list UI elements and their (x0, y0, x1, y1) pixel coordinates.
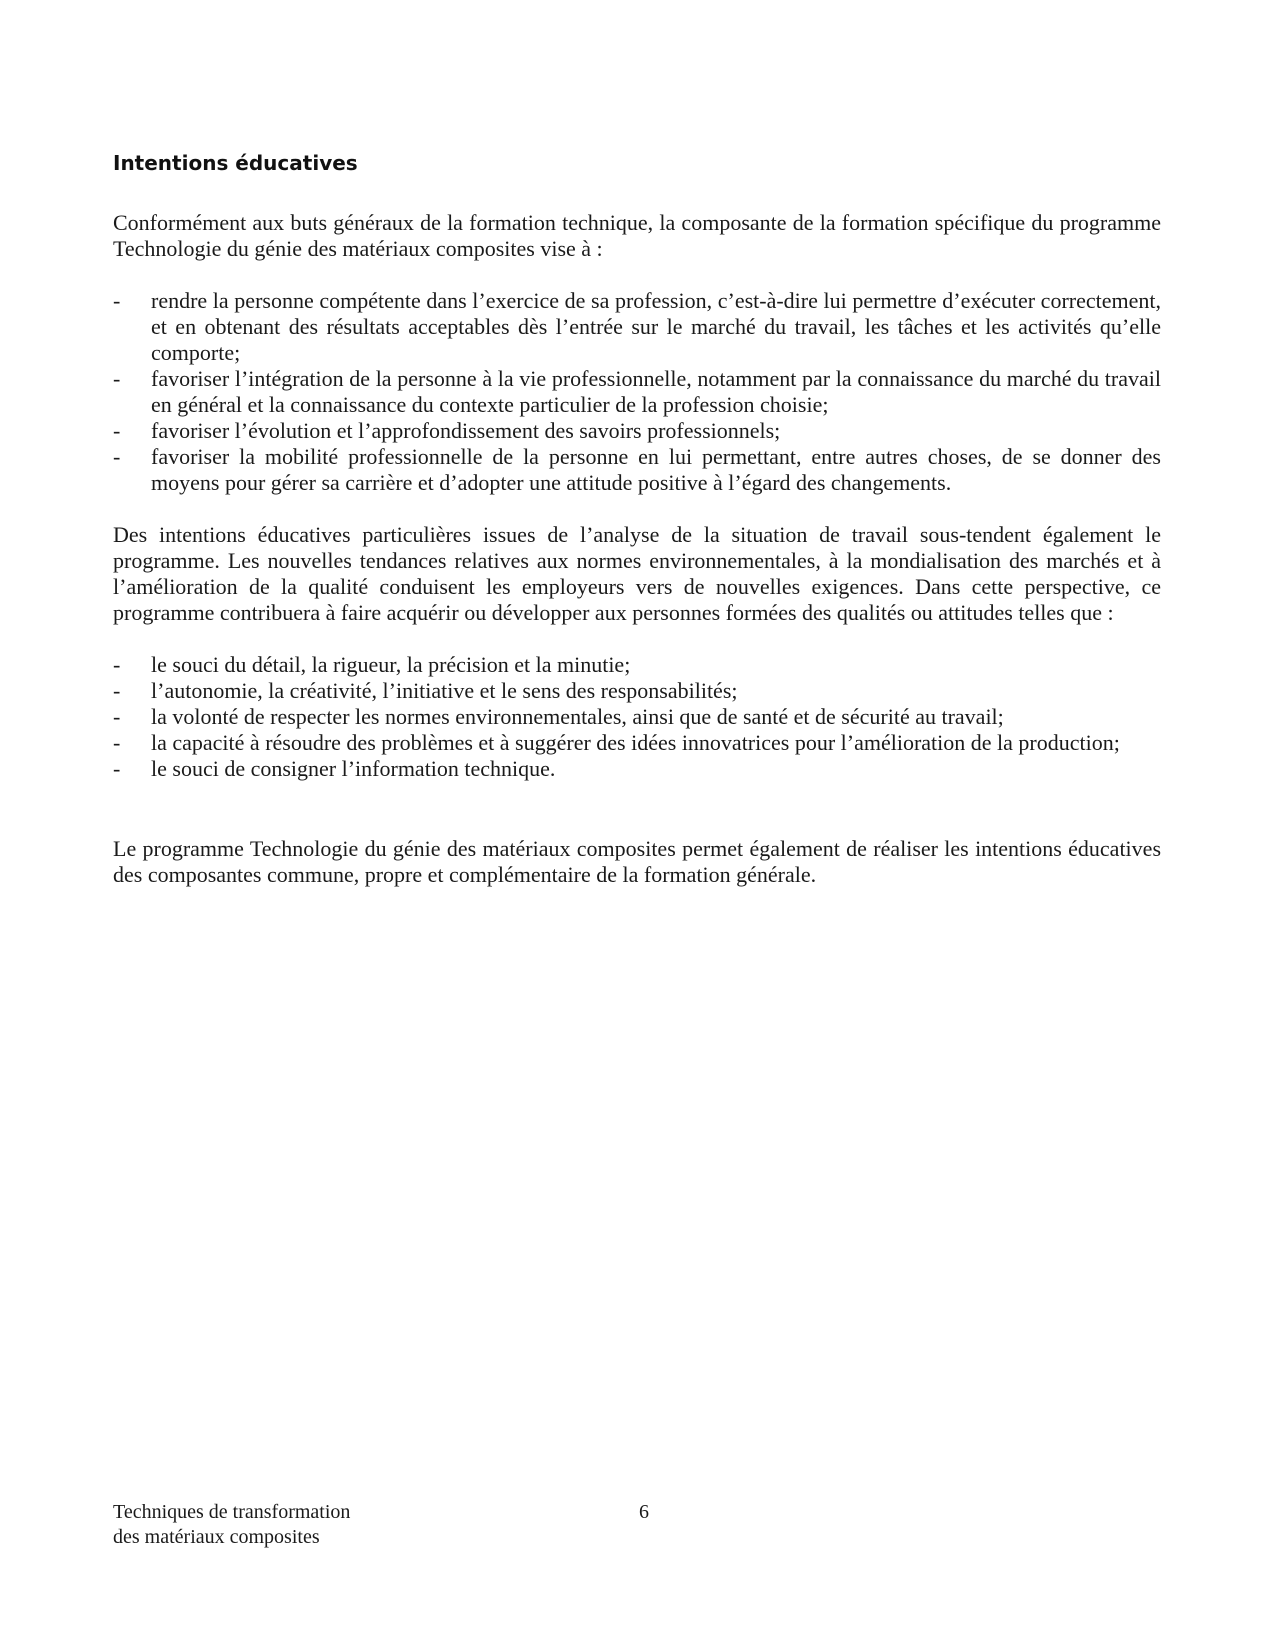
list-item-text: favoriser l’intégration de la personne à la vie professionnelle, notamment par la connaissance du marché du travail en général et la connaissance du contexte particulier de la profession choisie; (151, 366, 1161, 417)
list-dash: - (113, 418, 121, 443)
list-item (113, 704, 1161, 730)
list-item-text: favoriser l’évolution et l’approfondissement des savoirs professionnels; (151, 418, 781, 443)
list-item (113, 756, 1161, 782)
list-dash: - (113, 366, 121, 391)
section-heading: Intentions éducatives (113, 151, 358, 175)
list-item (113, 652, 1161, 678)
list-item-text: l’autonomie, la créativité, l’initiative et le sens des responsabilités; (151, 678, 738, 703)
middle-paragraph: Des intentions éducatives particulières issues de l’analyse de la situation de travail sous-tendent également le programme. Les nouvelles tendances relatives aux normes environnementales, à la mondialisation des marchés et à l’amélioration de la qualité conduisent les employeurs vers de nouvelles exigences. Dans cette perspective, ce programme contribuera à faire acquérir ou développer aux personnes formées des qualités ou attitudes telles que : (113, 522, 1161, 625)
list-item-text: le souci de consigner l’information technique. (151, 756, 556, 781)
list-dash: - (113, 704, 121, 729)
page-content (113, 150, 1161, 888)
list-item-text: le souci du détail, la rigueur, la précision et la minutie; (151, 652, 631, 677)
list-item (113, 288, 1161, 366)
list-item-text: rendre la personne compétente dans l’exercice de sa profession, c’est-à-dire lui permettre d’exécuter correctement, et en obtenant des résultats acceptables dès l’entrée sur le marché du travail, les tâches et les activités qu’elle comporte; (151, 288, 1161, 365)
footer-title-line: des matériaux composites (113, 1526, 320, 1548)
list-dash: - (113, 444, 121, 469)
list-item-text: la volonté de respecter les normes environnementales, ainsi que de santé et de sécurité au travail; (151, 704, 1004, 729)
intro-paragraph: Conformément aux buts généraux de la formation technique, la composante de la formation spécifique du programme Technologie du génie des matériaux composites vise à : (113, 210, 1161, 261)
program-goals-list (113, 288, 1161, 496)
list-dash: - (113, 730, 121, 755)
qualities-list (113, 652, 1161, 782)
list-item (113, 444, 1161, 496)
list-dash: - (113, 652, 121, 677)
list-dash: - (113, 288, 121, 313)
footer-title (113, 1500, 350, 1550)
list-item (113, 678, 1161, 704)
list-item (113, 366, 1161, 418)
list-item-text: favoriser la mobilité professionnelle de la personne en lui permettant, entre autres choses, de se donner des moyens pour gérer sa carrière et d’adopter une attitude positive à l’égard des changements. (151, 444, 1161, 495)
footer-title-line: Techniques de transformation (113, 1501, 351, 1523)
page-number: 6 (639, 1501, 649, 1523)
list-dash: - (113, 756, 121, 781)
list-item-text: la capacité à résoudre des problèmes et à suggérer des idées innovatrices pour l’amélioration de la production; (151, 730, 1120, 755)
closing-paragraph: Le programme Technologie du génie des matériaux composites permet également de réaliser les intentions éducatives des composantes commune, propre et complémentaire de la formation générale. (113, 836, 1161, 887)
list-item (113, 418, 1161, 444)
list-item (113, 730, 1161, 756)
list-dash: - (113, 678, 121, 703)
